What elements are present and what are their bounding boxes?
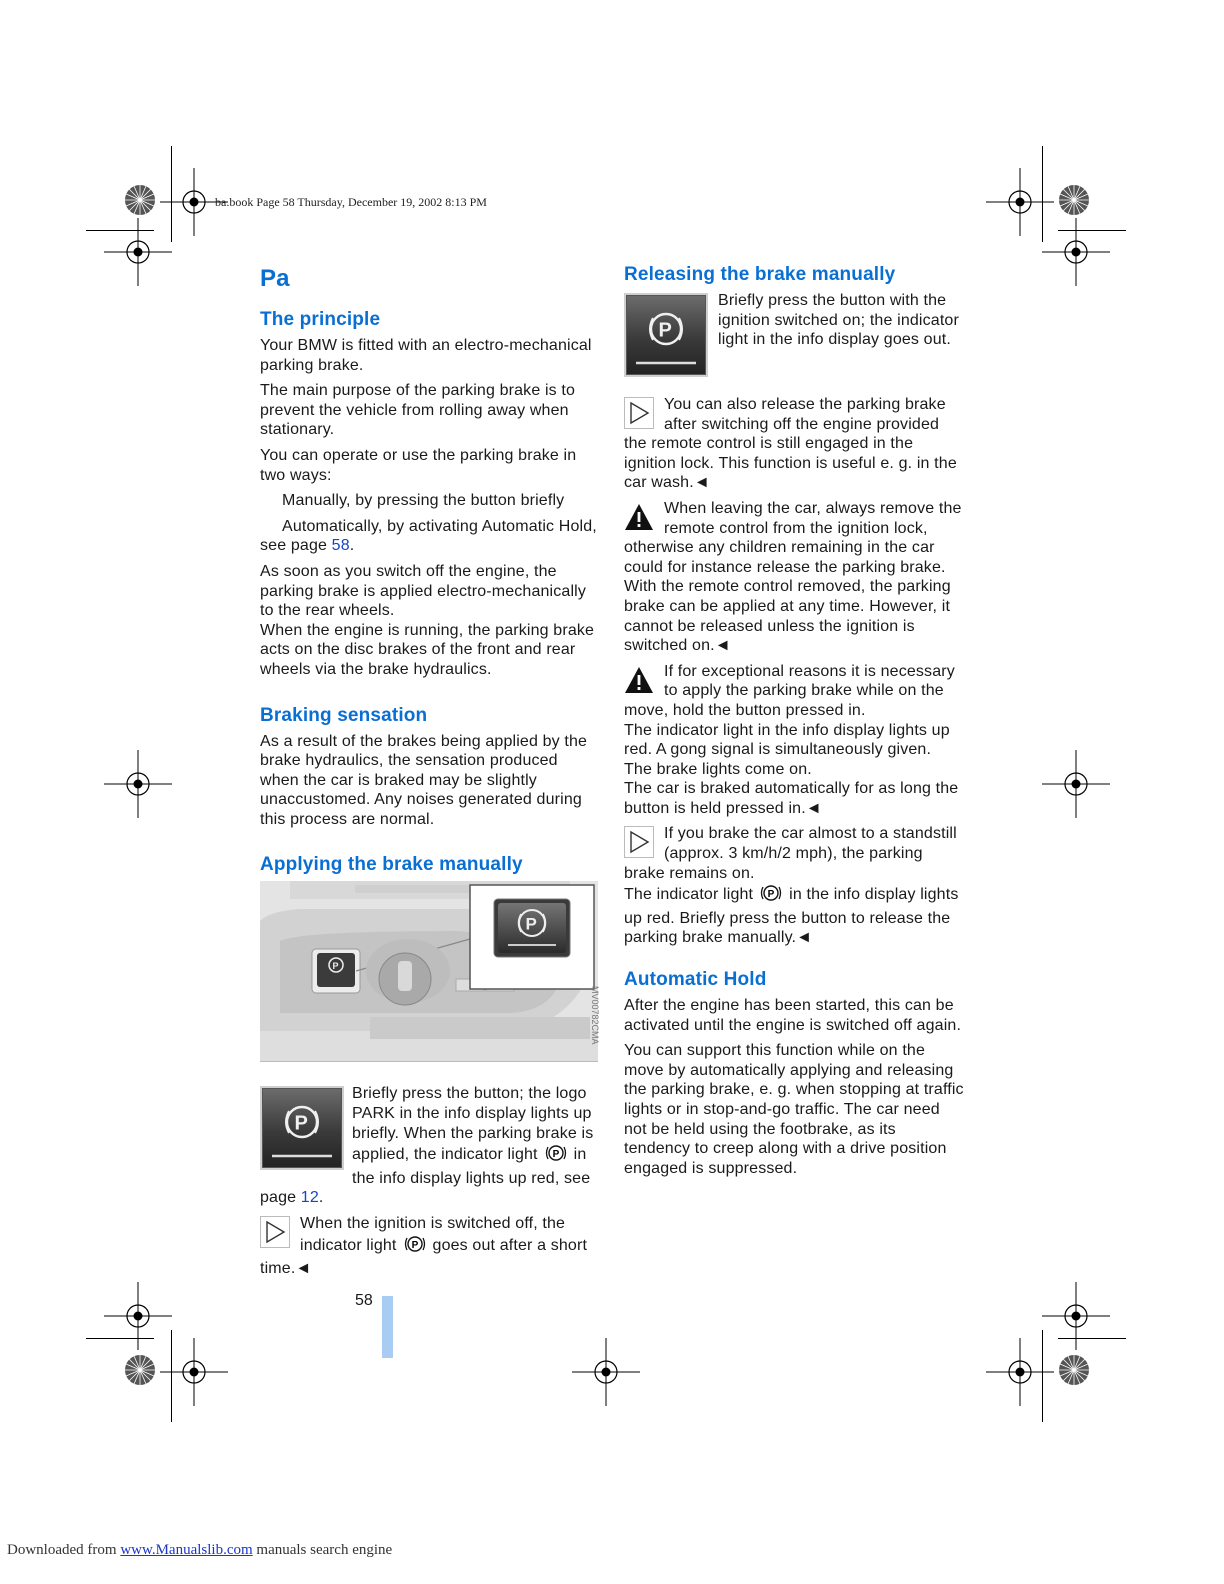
parking-indicator-icon (403, 1234, 427, 1260)
footer-text: Downloaded from (7, 1542, 121, 1558)
paragraph: Your BMW is fitted with an electro-mechanical parking brake. (260, 337, 592, 374)
note-text: You can also release the parking brake after switching off the engine provided the remote control is still engaged in the ignition lock. This function is useful e. g. in the car wash.◄ (624, 396, 957, 492)
heading-principle: The principle (260, 309, 381, 330)
right-column (624, 263, 964, 1184)
list-item-text: Automatically, by activating Automatic Hold, see page (260, 517, 597, 555)
warning-remote-control (624, 499, 964, 656)
page-link[interactable]: 58 (331, 537, 350, 555)
svg-text:P: P (525, 914, 537, 934)
paragraph: You can operate or use the parking brake in two ways: (260, 446, 577, 484)
apply-instruction (260, 1084, 598, 1214)
manualslib-link[interactable]: www.Manualslib.com (120, 1542, 253, 1558)
paragraph: As a result of the brakes being applied by the brake hydraulics, the sensation produced when the car is braked may be slightly unaccustomed. Any noises generated during this process are normal. (260, 732, 588, 828)
photo-code: MV00782CMA (590, 986, 600, 1045)
console-photo (260, 881, 598, 1062)
svg-text:P: P (767, 889, 775, 901)
note-triangle-icon (260, 1216, 290, 1248)
console-illustration (260, 881, 598, 1061)
punctuation: . (349, 537, 355, 555)
heading-releasing-brake: Releasing the brake manually (624, 264, 896, 285)
note-text: The indicator light (624, 886, 754, 904)
page-link[interactable]: 12 (300, 1189, 319, 1207)
note-text: If you brake the car almost to a standstill (approx. 3 km/h/2 mph), the parking brake remains on. (624, 825, 957, 882)
heading-braking-sensation: Braking sensation (260, 704, 428, 726)
page-number: 58 (355, 1292, 373, 1309)
registration-target-icon (572, 1338, 640, 1406)
page-title: Pa (260, 265, 290, 292)
note-ignition (260, 1214, 598, 1279)
warning-text: The car is braked automatically for as long the button is held pressed in.◄ (624, 780, 959, 817)
paragraph: Briefly press the button with the ignition switched on; the indicator light in the info display goes out. (718, 292, 959, 349)
warning-text: If for exceptional reasons it is necessary to apply the parking brake while on the move, hold the button pressed in. (624, 662, 955, 719)
registration-target-icon (160, 1338, 228, 1406)
registration-target-icon (104, 750, 172, 818)
svg-text:P: P (552, 1149, 560, 1161)
parking-indicator-icon (759, 883, 783, 909)
warning-triangle-icon (624, 501, 654, 533)
warning-text: The brake lights come on. (624, 760, 812, 778)
left-column (260, 262, 598, 1285)
release-instruction (624, 291, 964, 381)
warning-on-the-move (624, 662, 964, 819)
svg-text:P: P (658, 319, 672, 342)
registration-target-icon (104, 218, 172, 286)
punctuation: . (318, 1189, 324, 1207)
svg-text:P: P (332, 961, 339, 972)
note-text: goes out after a short time.◄ (260, 1236, 588, 1278)
paragraph: You can support this function while on the move by automatically applying and releasing the parking brake, e. g. when stopping at traffic lights or in stop-and-go traffic. The car need not be held using the footbrake, as its tendency to creep along with a drive position engaged is suppressed. (624, 1042, 964, 1177)
heading-automatic-hold: Automatic Hold (624, 969, 767, 991)
footer-text: manuals search engine (252, 1542, 393, 1558)
parking-indicator-icon (544, 1143, 568, 1169)
note-triangle-icon (624, 826, 654, 858)
note-car-wash (624, 395, 964, 493)
registration-target-icon (986, 1338, 1054, 1406)
warning-text: The indicator light in the info display lights up red. A gong signal is simultaneously given. (624, 721, 950, 759)
print-slug: ba.book Page 58 Thursday, December 19, 2002 8:13 PM (215, 195, 487, 209)
parking-brake-button-icon (260, 1086, 344, 1170)
paragraph-text: in the info display lights up red, see page (260, 1146, 591, 1207)
star-target-icon (1058, 1354, 1090, 1386)
registration-target-icon (1042, 218, 1110, 286)
star-target-icon (124, 1354, 156, 1386)
note-text: in the info display lights up red. Briefly press the button to release the parking brake manually.◄ (624, 886, 959, 947)
star-target-icon (1058, 184, 1090, 216)
list-item: Manually, by pressing the button briefly (282, 492, 565, 510)
note-standstill (624, 824, 964, 948)
warning-text: When leaving the car, always remove the remote control from the ignition lock, otherwise any children remaining in the car could for instance release the parking brake. (624, 499, 962, 576)
registration-target-icon (1042, 750, 1110, 818)
paragraph-text: As soon as you switch off the engine, the parking brake is applied electro-mechanically to the rear wheels. (260, 562, 587, 620)
warning-text: With the remote control removed, the parking brake can be applied at any time. However, it cannot be released unless the ignition is switched on.◄ (624, 578, 951, 655)
paragraph: After the engine has been started, this can be activated until the engine is switched off again. (624, 997, 962, 1034)
heading-applying-brake: Applying the brake manually (260, 854, 523, 876)
paragraph (260, 562, 598, 621)
paragraph: The main purpose of the parking brake is to prevent the vehicle from rolling away when stationary. (260, 382, 576, 439)
paragraph: When the engine is running, the parking brake acts on the disc brakes of the front and rear wheels via the brake hydraulics. (260, 621, 595, 678)
star-target-icon (124, 184, 156, 216)
svg-text:P: P (294, 1112, 308, 1135)
warning-triangle-icon (624, 664, 654, 696)
page-tab-bar (382, 1296, 393, 1358)
svg-text:P: P (411, 1239, 418, 1251)
note-text: When the ignition is switched off, the indicator light (300, 1215, 566, 1254)
list-item (260, 517, 598, 556)
parking-brake-button-icon (624, 293, 708, 377)
paragraph-text: Briefly press the button; the logo PARK in the info display lights up briefly. When the parking brake is applied, the indicator light (352, 1085, 594, 1164)
note-triangle-icon (624, 397, 654, 429)
download-footer (7, 1542, 392, 1559)
